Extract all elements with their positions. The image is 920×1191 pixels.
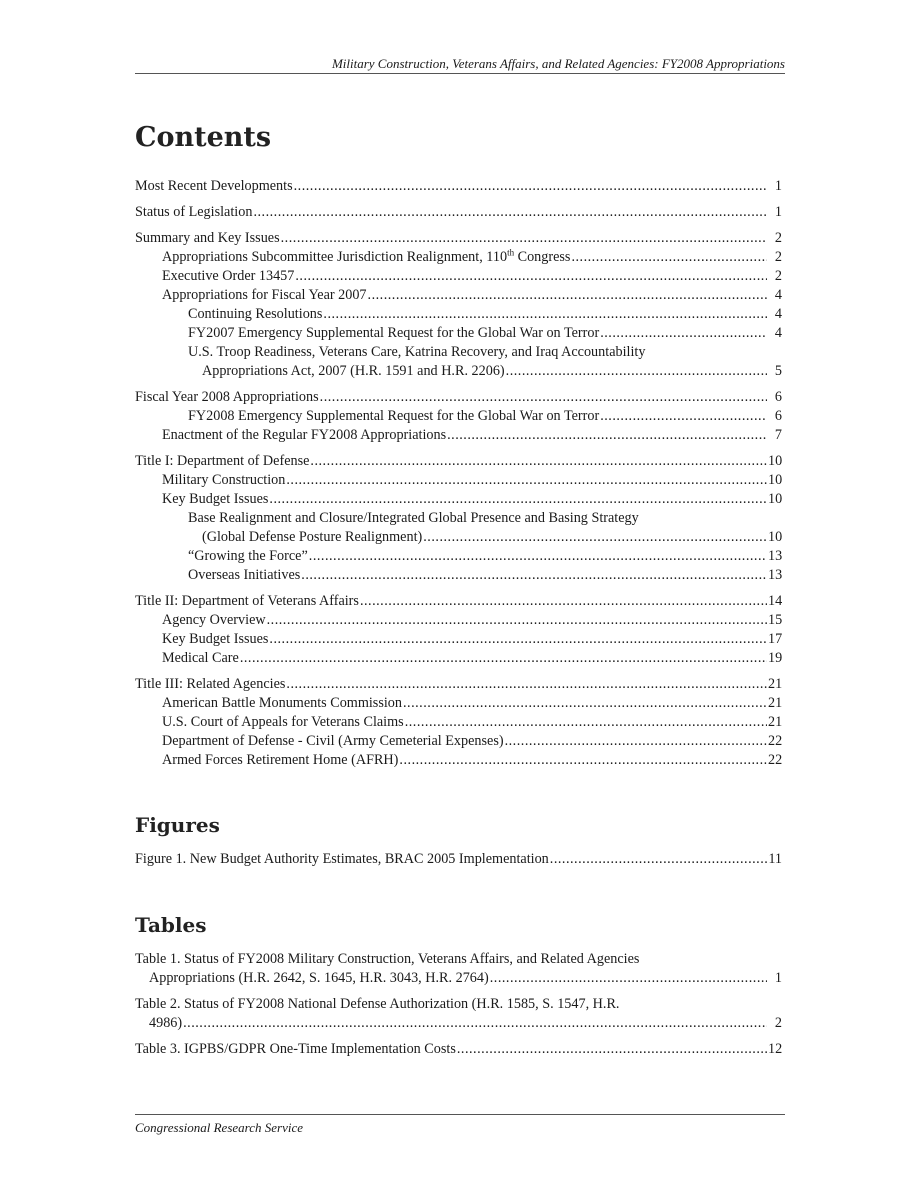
toc-entry-text: Enactment of the Regular FY2008 Appropriations — [162, 427, 447, 443]
figures-list — [135, 850, 782, 869]
toc-entry[interactable] — [135, 611, 782, 630]
figures-heading: Figures — [135, 813, 220, 837]
toc-entry[interactable] — [135, 649, 782, 668]
toc-entry-text: Base Realignment and Closure/Integrated Global Presence and Basing Strategy — [188, 510, 639, 526]
toc-entry-text: Fiscal Year 2008 Appropriations — [135, 389, 319, 405]
toc-entry[interactable] — [135, 177, 782, 196]
toc-entry-text-continued: (Global Defense Posture Realignment) — [202, 529, 423, 545]
toc-entry[interactable] — [135, 592, 782, 611]
toc-entry-text: Table 3. IGPBS/GDPR One-Time Implementation Costs — [135, 1041, 456, 1057]
toc-entry-text: Military Construction — [162, 472, 286, 488]
toc-entry-page: 17 — [768, 631, 783, 647]
toc-entry-page: 15 — [768, 612, 783, 628]
toc-entry-page: 4 — [774, 287, 782, 303]
toc-entry-text: Key Budget Issues — [162, 631, 269, 647]
running-header: Military Construction, Veterans Affairs, and Related Agencies: FY2008 Appropriations — [331, 56, 785, 71]
toc-entry-text: “Growing the Force” — [188, 548, 308, 564]
toc-entry-text: Most Recent Developments — [135, 178, 293, 194]
toc-entry-text: Appropriations Subcommittee Jurisdiction Realignment, 110th Congress — [162, 247, 571, 265]
toc-entry-page: 19 — [768, 650, 783, 666]
toc-entry[interactable] — [135, 732, 782, 751]
toc-entry-text: Status of Legislation — [135, 204, 253, 220]
toc-entry-page: 6 — [774, 408, 782, 424]
toc-entry[interactable] — [135, 547, 782, 566]
toc-entry[interactable] — [135, 490, 782, 509]
toc-entry[interactable] — [135, 950, 782, 988]
toc-entry-text: Summary and Key Issues — [135, 230, 280, 246]
toc-entry-text: Table 2. Status of FY2008 National Defense Authorization (H.R. 1585, S. 1547, H.R. — [135, 996, 620, 1012]
toc-entry-text-continued: Appropriations Act, 2007 (H.R. 1591 and H.R. 2206) — [202, 363, 505, 379]
toc-entry-text: Executive Order 13457 — [162, 268, 295, 284]
toc-entry-page: 10 — [768, 529, 783, 545]
toc-entry-text-continued: 4986) — [149, 1015, 183, 1031]
toc-entry-page: 2 — [774, 268, 782, 284]
toc-entry[interactable] — [135, 203, 782, 222]
footer-organization: Congressional Research Service — [135, 1120, 303, 1135]
toc-entry[interactable] — [135, 343, 782, 381]
toc-entry-page: 1 — [774, 204, 782, 220]
toc-entry[interactable] — [135, 471, 782, 490]
toc-entry-page: 14 — [768, 593, 783, 609]
toc-entry[interactable] — [135, 694, 782, 713]
toc-entry-page: 4 — [774, 306, 782, 322]
toc-entry[interactable] — [135, 850, 782, 869]
toc-entry[interactable] — [135, 229, 782, 248]
header-rule — [135, 73, 785, 74]
toc-entry-page: 21 — [768, 676, 783, 692]
toc-entry-text: FY2008 Emergency Supplemental Request for the Global War on Terror — [188, 408, 600, 424]
toc-entry-page: 13 — [768, 567, 783, 583]
toc-entry[interactable] — [135, 566, 782, 585]
toc-entry-text: Department of Defense - Civil (Army Cemeterial Expenses) — [162, 733, 504, 749]
toc-entry[interactable] — [135, 751, 782, 770]
toc-entry-text: Medical Care — [162, 650, 239, 666]
toc-entry-text: American Battle Monuments Commission — [162, 695, 402, 711]
toc-entry[interactable] — [135, 286, 782, 305]
toc-entry[interactable] — [135, 305, 782, 324]
contents-list — [135, 177, 782, 770]
toc-entry-text: Title I: Department of Defense — [135, 453, 310, 469]
toc-entry[interactable] — [135, 388, 782, 407]
toc-entry-text: Continuing Resolutions — [188, 306, 323, 322]
toc-entry[interactable] — [135, 324, 782, 343]
footer-rule — [135, 1114, 785, 1115]
toc-entry-text: U.S. Court of Appeals for Veterans Claims — [162, 714, 404, 730]
tables-list — [135, 950, 782, 1059]
toc-entry-page: 4 — [774, 325, 782, 341]
toc-entry-page: 7 — [774, 427, 782, 443]
toc-entry-page: 22 — [768, 752, 783, 768]
toc-entry[interactable] — [135, 713, 782, 732]
toc-entry-text: Figure 1. New Budget Authority Estimates, BRAC 2005 Implementation — [135, 851, 549, 867]
toc-entry-page: 22 — [768, 733, 783, 749]
toc-entry-text: FY2007 Emergency Supplemental Request for the Global War on Terror — [188, 325, 600, 341]
toc-entry-page: 2 — [774, 1015, 782, 1031]
tables-heading: Tables — [135, 913, 207, 937]
toc-entry-page: 10 — [768, 491, 783, 507]
toc-entry-text: U.S. Troop Readiness, Veterans Care, Katrina Recovery, and Iraq Accountability — [188, 344, 646, 360]
toc-entry[interactable] — [135, 426, 782, 445]
toc-entry-text: Overseas Initiatives — [188, 567, 301, 583]
toc-entry-text: Appropriations for Fiscal Year 2007 — [162, 287, 367, 303]
toc-entry-text: Armed Forces Retirement Home (AFRH) — [162, 752, 399, 768]
toc-entry[interactable] — [135, 407, 782, 426]
toc-entry-page: 10 — [768, 453, 783, 469]
toc-entry-page: 2 — [774, 230, 782, 246]
toc-entry-page: 10 — [768, 472, 783, 488]
toc-entry-page: 13 — [768, 548, 783, 564]
toc-entry[interactable] — [135, 995, 782, 1033]
contents-heading: Contents — [135, 122, 272, 153]
toc-entry-page: 21 — [768, 695, 783, 711]
toc-entry-page: 6 — [774, 389, 782, 405]
toc-entry-page: 1 — [774, 970, 782, 986]
toc-entry[interactable] — [135, 267, 782, 286]
toc-entry[interactable] — [135, 675, 782, 694]
toc-entry-page: 21 — [768, 714, 783, 730]
toc-entry[interactable] — [135, 509, 782, 547]
toc-entry-page: 12 — [768, 1041, 783, 1057]
toc-entry-text: Key Budget Issues — [162, 491, 269, 507]
toc-entry-text: Title II: Department of Veterans Affairs — [135, 593, 359, 609]
toc-entry-text: Table 1. Status of FY2008 Military Construction, Veterans Affairs, and Related Agencies — [135, 951, 640, 967]
toc-entry-text-continued: Appropriations (H.R. 2642, S. 1645, H.R. 3043, H.R. 2764) — [149, 970, 489, 986]
toc-entry-text: Title III: Related Agencies — [135, 676, 286, 692]
toc-entry[interactable] — [135, 630, 782, 649]
toc-entry-page: 2 — [774, 249, 782, 265]
toc-entry-text: Agency Overview — [162, 612, 266, 628]
toc-entry[interactable] — [135, 1040, 782, 1059]
toc-entry-page: 11 — [768, 851, 782, 867]
toc-entry[interactable] — [135, 452, 782, 471]
toc-entry[interactable] — [135, 248, 782, 267]
toc-entry-page: 5 — [774, 363, 782, 379]
toc-entry-page: 1 — [774, 178, 782, 194]
